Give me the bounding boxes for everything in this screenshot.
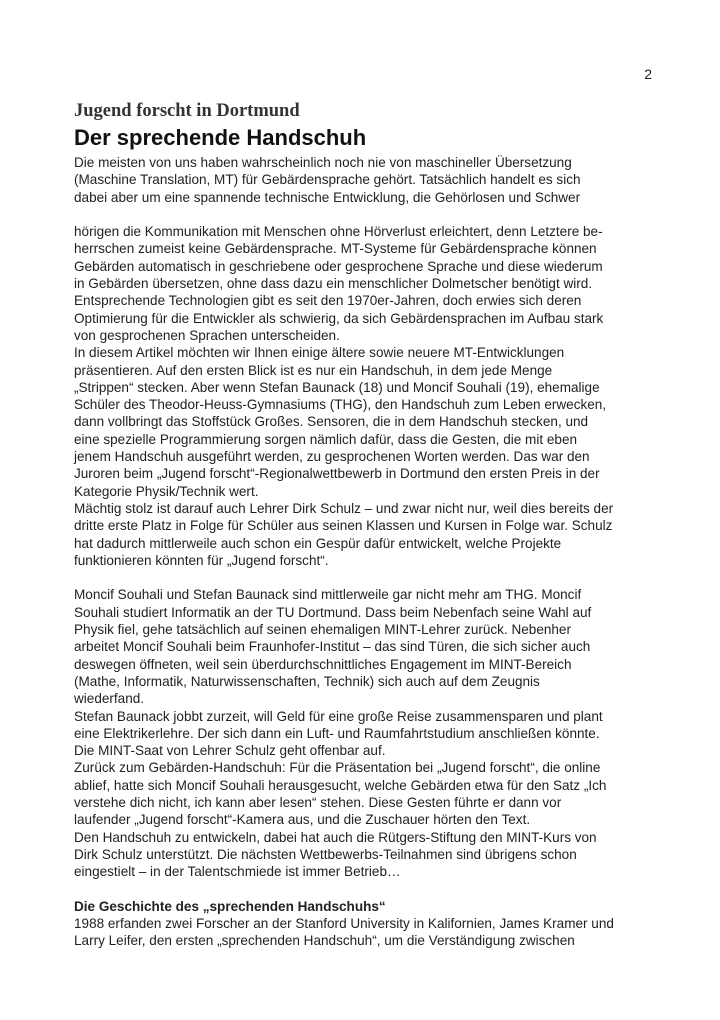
article-kicker: Jugend forscht in Dortmund <box>74 101 300 121</box>
article <box>74 100 664 950</box>
paragraph-presentation: Zurück zum Gebärden-Handschuh: Für die Präsentation bei „Jugend forscht“, die online ablief, hatte sich Moncif Souhali herausgesucht, welche Gebärden etwa für den Satz „Ich verstehe dich nicht, ich kann aber lesen“ stehen. Diese Gesten führte er dann vor laufender „Jugend forscht“-Kamera aus, und die Zuschauer hörten den Text. <box>74 760 607 828</box>
paragraph-glove-intro: In diesem Artikel möchten wir Ihnen einige ältere sowie neuere MT-Entwicklungen präsentieren. Auf den ersten Blick ist es nur ein Handschuh, in dem jede Menge „Strippen“ stecken. Aber wenn Stefan Baunack (18) und Moncif Souhali (19), ehemalige Schüler des Theodor-Heuss-Gymnasiums (THG), den Handschuh zum Leben erwecken, dann vollbringt das Stoffstück Großes. Sensoren, die in dem Handschuh stecken, und eine spezielle Programmierung sorgen nämlich dafür, dass die Gesten, die mit eben jenem Handschuh ausgeführt werden, zu gesprochenen Worten werden. Das war den Juroren beim „Jugend forscht“-Regionalwettbewerb in Dortmund den ersten Preis in der Kategorie Physik/Technik wert. <box>74 345 607 499</box>
paragraph-communication: hörigen die Kommunikation mit Menschen ohne Hörverlust erleichtert, denn Letztere be- herrschen zumeist keine Gebärdensprache. MT-Systeme für Gebärdensprache können Gebärden automatisch in geschriebene oder gesprochene Sprache und diese wiederum in Gebärden übersetzen, ohne dass dazu ein menschlicher Dolmetscher benötigt wird. Entsprechende Technologien gibt es seit den 1970er-Jahren, doch erwies sich deren Optimierung für die Entwickler als schwierig, da sich Gebärdensprachen im Aufbau stark von gesprochenen Sprachen unterscheiden. <box>74 224 604 343</box>
article-title: Der sprechende Handschuh <box>74 125 367 150</box>
section-heading: Die Geschichte des „sprechenden Handschuhs“ <box>74 898 386 914</box>
page-number: 2 <box>644 66 652 82</box>
article-intro: Die meisten von uns haben wahrscheinlich noch nie von maschineller Übersetzung (Maschine Translation, MT) für Gebärdensprache gehört. Tatsächlich handelt es sich dabei aber um eine spannende technische Entwicklung, die Gehörlosen und Schwer <box>74 155 581 205</box>
paragraph-stefan: Stefan Baunack jobbt zurzeit, will Geld für eine große Reise zusammensparen und plant eine Elektrikerlehre. Der sich dann ein Luft- und Raumfahrtstudium anschließen könnte. Die MINT-Saat von Lehrer Schulz geht offenbar auf. <box>74 708 603 759</box>
paragraph-teacher: Mächtig stolz ist darauf auch Lehrer Dirk Schulz – und zwar nicht nur, weil dies bereits der dritte erste Platz in Folge für Schüler aus seinen Klassen und Kursen in Folge war. Schulz hat dadurch mittlerweile auch schon ein Gespür dafür entwickelt, welche Projekte funktionieren könnten für „Jugend forscht“. <box>74 500 614 568</box>
paragraph-support: Den Handschuh zu entwickeln, dabei hat auch die Rütgers-Stiftung den MINT-Kurs von Dirk Schulz unterstützt. Die nächsten Wettbewerbs-Teilnahmen sind übrigens schon eingestielt – in der Talentschmiede ist immer Betrieb… <box>74 829 597 880</box>
paragraph-spacer <box>74 569 664 586</box>
section-text: 1988 erfanden zwei Forscher an der Stanford University in Kalifornien, James Kramer und Larry Leifer, den ersten „sprechenden Handschuh“, um die Verständigung zwischen <box>74 916 614 949</box>
section-spacer <box>74 880 664 897</box>
paragraph-students-now: Moncif Souhali und Stefan Baunack sind mittlerweile gar nicht mehr am THG. Moncif Souhali studiert Informatik an der TU Dortmund. Dass beim Nebenfach seine Wahl auf Physik fiel, gehe tatsächlich auf seinen ehemaligen MINT-Lehrer zurück. Nebenher arbeitet Moncif Souhali beim Fraunhofer-Institut – das sind Türen, die sich sicher auch deswegen öffneten, weil sein überdurchschnittliches Engagement im MINT-Bereich (Mathe, Informatik, Naturwissenschaften, Technik) sich auch auf dem Zeugnis wiederfand. <box>74 587 592 707</box>
